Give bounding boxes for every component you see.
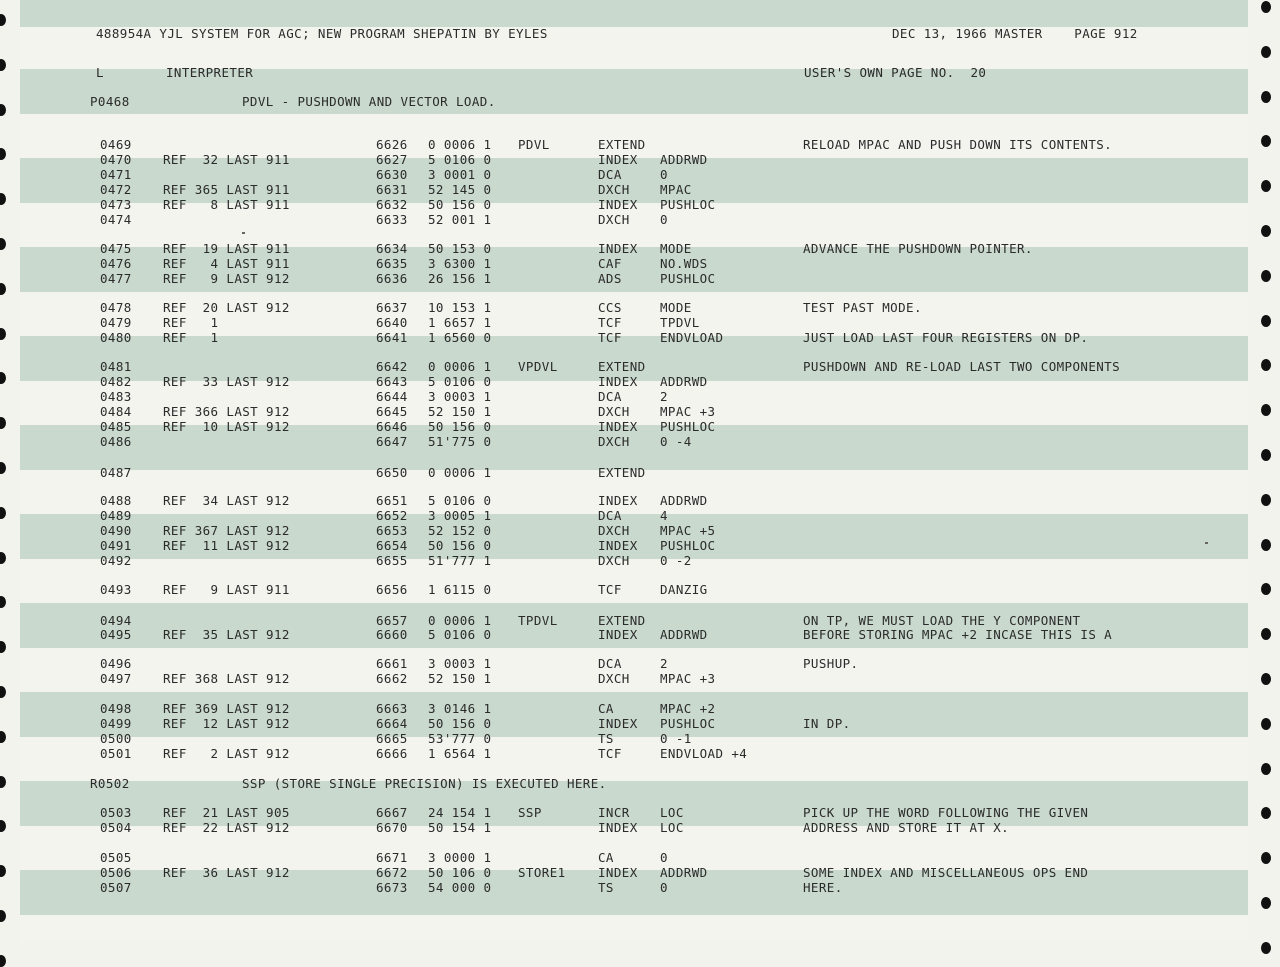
- sprocket-hole: [0, 417, 6, 429]
- opcode: TS: [598, 731, 614, 746]
- opcode: INDEX: [598, 152, 638, 167]
- opcode: TCF: [598, 746, 622, 761]
- octal-code: 50 156 0: [428, 419, 492, 434]
- address: 6644: [376, 389, 408, 404]
- address: 6652: [376, 508, 408, 523]
- octal-code: 3 0005 1: [428, 508, 492, 523]
- opcode: INDEX: [598, 374, 638, 389]
- ref-field: REF 369 LAST 912: [163, 701, 290, 716]
- address: 6654: [376, 538, 408, 553]
- sprocket-hole: [1261, 449, 1271, 461]
- octal-code: 3 0000 1: [428, 850, 492, 865]
- line-number: 0498: [100, 701, 132, 716]
- ref-field: REF 20 LAST 912: [163, 300, 290, 315]
- address: 6633: [376, 212, 408, 227]
- ref-field: REF 8 LAST 911: [163, 197, 290, 212]
- line-number: 0497: [100, 671, 132, 686]
- opcode: CAF: [598, 256, 622, 271]
- octal-code: 0 0006 1: [428, 359, 492, 374]
- sprocket-hole: [0, 104, 6, 116]
- address: 6642: [376, 359, 408, 374]
- octal-code: 50 153 0: [428, 241, 492, 256]
- operand: ENDVLOAD +4: [660, 746, 748, 761]
- sprocket-hole: [1261, 763, 1271, 775]
- ref-field: REF 9 LAST 911: [163, 582, 290, 597]
- opcode: DCA: [598, 167, 622, 182]
- operand: PUSHLOC: [660, 271, 716, 286]
- address: 6653: [376, 523, 408, 538]
- opcode: DXCH: [598, 434, 630, 449]
- operand: ADDRWD: [660, 493, 708, 508]
- octal-code: 52 150 1: [428, 671, 492, 686]
- line-number: 0487: [100, 465, 132, 480]
- sprocket-hole: [0, 731, 6, 743]
- octal-code: 3 0001 0: [428, 167, 492, 182]
- opcode: INDEX: [598, 865, 638, 880]
- operand: PUSHLOC: [660, 538, 716, 553]
- ref-field: REF 367 LAST 912: [163, 523, 290, 538]
- operand: 0: [660, 212, 668, 227]
- left-tractor-holes: [0, 0, 20, 941]
- sprocket-hole: [1261, 942, 1271, 954]
- sprocket-hole: [0, 641, 6, 653]
- ref-field: REF 368 LAST 912: [163, 671, 290, 686]
- octal-code: 5 0106 0: [428, 493, 492, 508]
- line-number: 0483: [100, 389, 132, 404]
- octal-code: 51'775 0: [428, 434, 492, 449]
- sprocket-hole: [1261, 807, 1271, 819]
- operand: 0 -1: [660, 731, 692, 746]
- operand: PUSHLOC: [660, 197, 716, 212]
- opcode: INDEX: [598, 627, 638, 642]
- octal-code: 54 000 0: [428, 880, 492, 895]
- octal-code: 3 0003 1: [428, 389, 492, 404]
- operand: DANZIG: [660, 582, 708, 597]
- address: 6626: [376, 137, 408, 152]
- opcode: TCF: [598, 330, 622, 345]
- operand: LOC: [660, 805, 684, 820]
- sprocket-hole: [0, 955, 6, 967]
- line-number: 0488: [100, 493, 132, 508]
- opcode: INDEX: [598, 419, 638, 434]
- octal-code: 0 0006 1: [428, 465, 492, 480]
- address: 6630: [376, 167, 408, 182]
- octal-code: 52 150 1: [428, 404, 492, 419]
- ref-field: REF 21 LAST 905: [163, 805, 290, 820]
- sprocket-hole: [1261, 135, 1271, 147]
- sprocket-hole: [1261, 897, 1271, 909]
- operand: ADDRWD: [660, 627, 708, 642]
- line-number: 0479: [100, 315, 132, 330]
- opcode: EXTEND: [598, 465, 646, 480]
- listing-date-page: DEC 13, 1966 MASTER PAGE 912: [892, 26, 1138, 41]
- line-number: 0477: [100, 271, 132, 286]
- ref-field: REF 35 LAST 912: [163, 627, 290, 642]
- operand: 2: [660, 389, 668, 404]
- line-number: 0486: [100, 434, 132, 449]
- line-number: 0506: [100, 865, 132, 880]
- line-number: 0500: [100, 731, 132, 746]
- address: 6632: [376, 197, 408, 212]
- line-number: 0489: [100, 508, 132, 523]
- operand: MPAC +5: [660, 523, 716, 538]
- octal-code: 51'777 1: [428, 553, 492, 568]
- ref-field: REF 2 LAST 912: [163, 746, 290, 761]
- operand: ADDRWD: [660, 374, 708, 389]
- right-tractor-holes: [1248, 0, 1280, 941]
- address: 6665: [376, 731, 408, 746]
- green-bar: [20, 0, 1248, 27]
- octal-code: 3 0003 1: [428, 656, 492, 671]
- address: 6651: [376, 493, 408, 508]
- address: 6671: [376, 850, 408, 865]
- operand: 0: [660, 167, 668, 182]
- symbol-label: VPDVL: [518, 359, 558, 374]
- sprocket-hole: [0, 776, 6, 788]
- ref-field: REF 366 LAST 912: [163, 404, 290, 419]
- octal-code: 3 0146 1: [428, 701, 492, 716]
- comment: PICK UP THE WORD FOLLOWING THE GIVEN: [803, 805, 1089, 820]
- opcode: INCR: [598, 805, 630, 820]
- symbol-label: PDVL: [518, 137, 550, 152]
- sprocket-hole: [1261, 404, 1271, 416]
- sprocket-hole: [1261, 673, 1271, 685]
- ref-field: REF 1: [163, 330, 219, 345]
- line-number: 0491: [100, 538, 132, 553]
- sprocket-hole: [0, 910, 6, 922]
- sprocket-hole: [1261, 315, 1271, 327]
- sprocket-hole: [1261, 539, 1271, 551]
- sprocket-hole: [0, 193, 6, 205]
- octal-code: 50 154 1: [428, 820, 492, 835]
- operand: 0 -4: [660, 434, 692, 449]
- sprocket-hole: [1261, 494, 1271, 506]
- line-number: 0503: [100, 805, 132, 820]
- opcode: TS: [598, 880, 614, 895]
- address: 6666: [376, 746, 408, 761]
- line-number: 0470: [100, 152, 132, 167]
- opcode: DXCH: [598, 182, 630, 197]
- user-page-number: USER'S OWN PAGE NO. 20: [804, 65, 987, 80]
- section-id: P0468: [90, 94, 130, 109]
- opcode: DXCH: [598, 671, 630, 686]
- opcode: DXCH: [598, 404, 630, 419]
- address: 6636: [376, 271, 408, 286]
- sprocket-hole: [0, 372, 6, 384]
- address: 6667: [376, 805, 408, 820]
- octal-code: 52 001 1: [428, 212, 492, 227]
- operand: PUSHLOC: [660, 419, 716, 434]
- opcode: DCA: [598, 656, 622, 671]
- line-number: 0504: [100, 820, 132, 835]
- octal-code: 50 106 0: [428, 865, 492, 880]
- section-title: SSP (STORE SINGLE PRECISION) IS EXECUTED HERE.: [242, 776, 607, 791]
- ref-field: REF 9 LAST 912: [163, 271, 290, 286]
- octal-code: 5 0106 0: [428, 152, 492, 167]
- address: 6647: [376, 434, 408, 449]
- octal-code: 5 0106 0: [428, 374, 492, 389]
- sprocket-hole: [1261, 718, 1271, 730]
- operand: LOC: [660, 820, 684, 835]
- section-name: INTERPRETER: [166, 65, 254, 80]
- line-number: 0495: [100, 627, 132, 642]
- address: 6640: [376, 315, 408, 330]
- address: 6657: [376, 613, 408, 628]
- section-title: PDVL - PUSHDOWN AND VECTOR LOAD.: [242, 94, 496, 109]
- line-number: 0475: [100, 241, 132, 256]
- address: 6641: [376, 330, 408, 345]
- octal-code: 50 156 0: [428, 716, 492, 731]
- line-number: 0480: [100, 330, 132, 345]
- sprocket-hole: [0, 552, 6, 564]
- operand: 0: [660, 880, 668, 895]
- address: 6627: [376, 152, 408, 167]
- line-number: 0473: [100, 197, 132, 212]
- operand: MPAC +3: [660, 404, 716, 419]
- line-number: 0505: [100, 850, 132, 865]
- line-number: 0476: [100, 256, 132, 271]
- address: 6664: [376, 716, 408, 731]
- operand: TPDVL: [660, 315, 700, 330]
- comment: JUST LOAD LAST FOUR REGISTERS ON DP.: [803, 330, 1089, 345]
- sprocket-hole: [0, 283, 6, 295]
- opcode: INDEX: [598, 493, 638, 508]
- comment: PUSHDOWN AND RE-LOAD LAST TWO COMPONENTS: [803, 359, 1121, 374]
- line-number: 0481: [100, 359, 132, 374]
- sprocket-hole: [1261, 91, 1271, 103]
- sprocket-hole: [0, 865, 6, 877]
- opcode: CA: [598, 850, 614, 865]
- address: 6656: [376, 582, 408, 597]
- sprocket-hole: [1261, 270, 1271, 282]
- sprocket-hole: [0, 507, 6, 519]
- ref-field: REF 1: [163, 315, 219, 330]
- operand: MPAC +3: [660, 671, 716, 686]
- opcode: ADS: [598, 271, 622, 286]
- octal-code: 5 0106 0: [428, 627, 492, 642]
- opcode: CCS: [598, 300, 622, 315]
- ref-field: REF 11 LAST 912: [163, 538, 290, 553]
- ref-field: REF 10 LAST 912: [163, 419, 290, 434]
- address: 6643: [376, 374, 408, 389]
- comment: HERE.: [803, 880, 843, 895]
- line-number: 0507: [100, 880, 132, 895]
- comment: TEST PAST MODE.: [803, 300, 922, 315]
- octal-code: 1 6657 1: [428, 315, 492, 330]
- comment: IN DP.: [803, 716, 851, 731]
- symbol-label: SSP: [518, 805, 542, 820]
- sprocket-hole: [1261, 46, 1271, 58]
- address: 6646: [376, 419, 408, 434]
- ref-field: REF 12 LAST 912: [163, 716, 290, 731]
- sprocket-hole: [0, 14, 6, 26]
- comment: SOME INDEX AND MISCELLANEOUS OPS END: [803, 865, 1089, 880]
- opcode: INDEX: [598, 820, 638, 835]
- ref-field: REF 36 LAST 912: [163, 865, 290, 880]
- sprocket-hole: [0, 462, 6, 474]
- line-number: 0474: [100, 212, 132, 227]
- comment: PUSHUP.: [803, 656, 859, 671]
- sprocket-hole: [0, 820, 6, 832]
- opcode: INDEX: [598, 197, 638, 212]
- comment: ADDRESS AND STORE IT AT X.: [803, 820, 1010, 835]
- address: 6660: [376, 627, 408, 642]
- line-number: 0493: [100, 582, 132, 597]
- address: 6670: [376, 820, 408, 835]
- octal-code: 3 6300 1: [428, 256, 492, 271]
- sprocket-hole: [0, 148, 6, 160]
- opcode: DCA: [598, 389, 622, 404]
- operand: ADDRWD: [660, 152, 708, 167]
- octal-code: 52 145 0: [428, 182, 492, 197]
- address: 6672: [376, 865, 408, 880]
- opcode: EXTEND: [598, 613, 646, 628]
- octal-code: 53'777 0: [428, 731, 492, 746]
- sprocket-hole: [1261, 1, 1271, 13]
- sprocket-hole: [1261, 852, 1271, 864]
- line-number: 0478: [100, 300, 132, 315]
- octal-code: 0 0006 1: [428, 137, 492, 152]
- sprocket-hole: [0, 328, 6, 340]
- opcode: EXTEND: [598, 359, 646, 374]
- sprocket-hole: [1261, 225, 1271, 237]
- address: 6663: [376, 701, 408, 716]
- comment: RELOAD MPAC AND PUSH DOWN ITS CONTENTS.: [803, 137, 1113, 152]
- address: 6631: [376, 182, 408, 197]
- operand: PUSHLOC: [660, 716, 716, 731]
- ref-field: REF 365 LAST 911: [163, 182, 290, 197]
- opcode: TCF: [598, 582, 622, 597]
- address: 6635: [376, 256, 408, 271]
- symbol-label: TPDVL: [518, 613, 558, 628]
- ref-field: REF 4 LAST 911: [163, 256, 290, 271]
- octal-code: 10 153 1: [428, 300, 492, 315]
- ref-field: REF 33 LAST 912: [163, 374, 290, 389]
- operand: 0: [660, 850, 668, 865]
- operand: ENDVLOAD: [660, 330, 724, 345]
- print-speck: [1205, 542, 1208, 544]
- operand: 4: [660, 508, 668, 523]
- opcode: TCF: [598, 315, 622, 330]
- operand: MPAC +2: [660, 701, 716, 716]
- opcode: DXCH: [598, 523, 630, 538]
- comment: ADVANCE THE PUSHDOWN POINTER.: [803, 241, 1033, 256]
- symbol-label: STORE1: [518, 865, 566, 880]
- address: 6661: [376, 656, 408, 671]
- operand: MODE: [660, 241, 692, 256]
- sprocket-hole: [0, 686, 6, 698]
- sprocket-hole: [0, 596, 6, 608]
- sprocket-hole: [1261, 583, 1271, 595]
- line-number: 0472: [100, 182, 132, 197]
- line-number: 0501: [100, 746, 132, 761]
- print-speck: [242, 232, 245, 234]
- opcode: DCA: [598, 508, 622, 523]
- section-letter: L: [96, 65, 104, 80]
- line-number: 0469: [100, 137, 132, 152]
- ref-field: REF 32 LAST 911: [163, 152, 290, 167]
- address: 6634: [376, 241, 408, 256]
- line-number: 0482: [100, 374, 132, 389]
- operand: 0 -2: [660, 553, 692, 568]
- line-number: 0499: [100, 716, 132, 731]
- line-number: 0471: [100, 167, 132, 182]
- sprocket-hole: [1261, 180, 1271, 192]
- octal-code: 0 0006 1: [428, 613, 492, 628]
- comment: BEFORE STORING MPAC +2 INCASE THIS IS A: [803, 627, 1113, 642]
- operand: ADDRWD: [660, 865, 708, 880]
- line-number: 0494: [100, 613, 132, 628]
- octal-code: 52 152 0: [428, 523, 492, 538]
- operand: MPAC: [660, 182, 692, 197]
- address: 6655: [376, 553, 408, 568]
- opcode: EXTEND: [598, 137, 646, 152]
- octal-code: 1 6564 1: [428, 746, 492, 761]
- line-number: 0490: [100, 523, 132, 538]
- octal-code: 1 6560 0: [428, 330, 492, 345]
- operand: 2: [660, 656, 668, 671]
- line-number: 0492: [100, 553, 132, 568]
- octal-code: 26 156 1: [428, 271, 492, 286]
- address: 6673: [376, 880, 408, 895]
- line-number: 0484: [100, 404, 132, 419]
- octal-code: 50 156 0: [428, 538, 492, 553]
- address: 6662: [376, 671, 408, 686]
- opcode: DXCH: [598, 553, 630, 568]
- operand: MODE: [660, 300, 692, 315]
- opcode: INDEX: [598, 716, 638, 731]
- ref-field: REF 22 LAST 912: [163, 820, 290, 835]
- opcode: CA: [598, 701, 614, 716]
- opcode: DXCH: [598, 212, 630, 227]
- octal-code: 24 154 1: [428, 805, 492, 820]
- opcode: INDEX: [598, 241, 638, 256]
- octal-code: 50 156 0: [428, 197, 492, 212]
- sprocket-hole: [0, 238, 6, 250]
- address: 6650: [376, 465, 408, 480]
- line-number: 0485: [100, 419, 132, 434]
- address: 6645: [376, 404, 408, 419]
- sprocket-hole: [1261, 359, 1271, 371]
- line-number: 0496: [100, 656, 132, 671]
- sprocket-hole: [0, 59, 6, 71]
- listing-title: 488954A YJL SYSTEM FOR AGC; NEW PROGRAM SHEPATIN BY EYLES: [96, 26, 548, 41]
- opcode: INDEX: [598, 538, 638, 553]
- comment: ON TP, WE MUST LOAD THE Y COMPONENT: [803, 613, 1081, 628]
- octal-code: 1 6115 0: [428, 582, 492, 597]
- sprocket-hole: [1261, 628, 1271, 640]
- ref-field: REF 34 LAST 912: [163, 493, 290, 508]
- operand: NO.WDS: [660, 256, 708, 271]
- section-id: R0502: [90, 776, 130, 791]
- address: 6637: [376, 300, 408, 315]
- ref-field: REF 19 LAST 911: [163, 241, 290, 256]
